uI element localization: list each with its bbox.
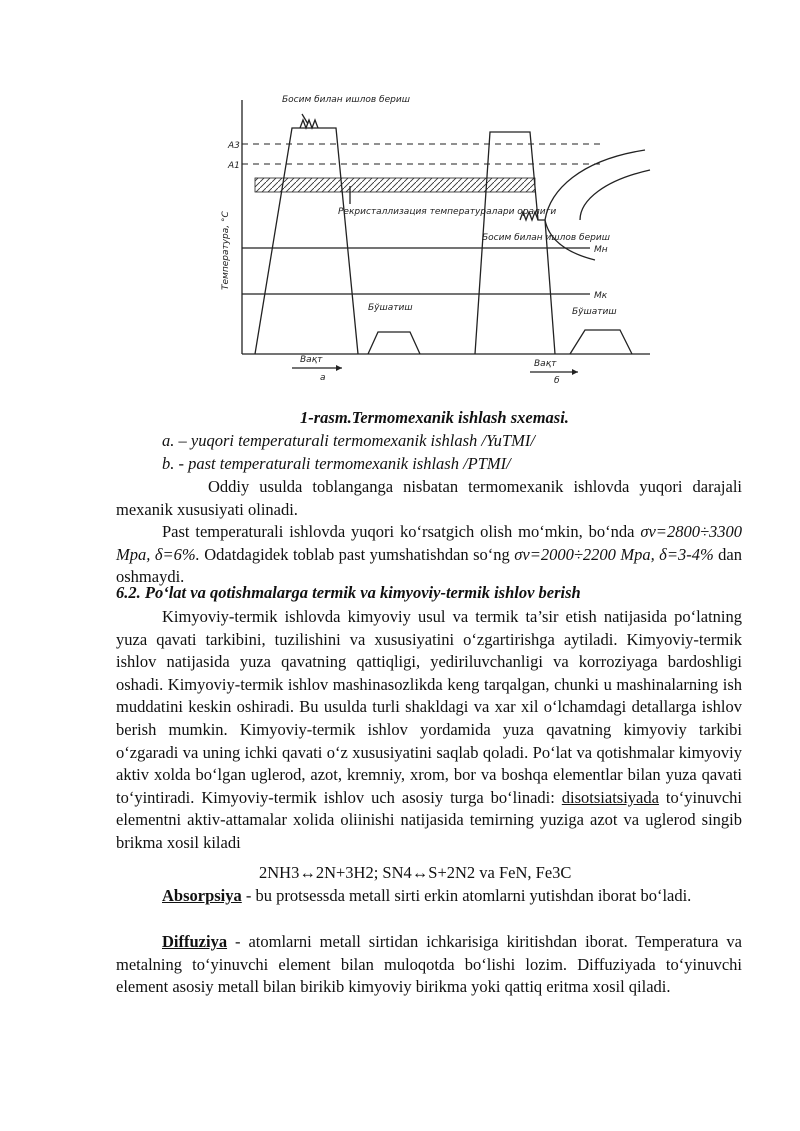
thermomechanical-diagram [200, 80, 660, 385]
paragraph-3-text-a: Kimyoviy-termik ishlovda kimyoviy usul va termik ta’sir etish natijasida po‘latning yuza qavati tarkibini, tuzilishini va xususiyatini o‘zgartirishga aytiladi. Kimyoviy-termik ishlov natijasida yuza qavatning qattiqligi, yediriluvchanligi va korroziyaga bardoshligi oshadi. Kimyoviy-termik ishlov mashinasozlikda keng tarqalgan, chunki u mashinalarning ish muddatini keskin oshiradi. Bu usulda turli shakldagi va xar xil o‘lchamdagi detallarga ishlov berish mumkin. Kimyoviy-termik ishlov yordamida yuza qavatning kimyoviy tarkibi o‘zgaradi va uning ichki qavati o‘z xususiyatini saqlab qoladi. Po‘lat va qotishmalar kimyoviy aktiv xolda bo‘lgan uglerod, azot, kremniy, xrom, bor va boshqa elementlar bilan yuza qavati to‘yintiradi. Kimyoviy-termik ishlov uch asosiy turga bo‘linadi: [116, 607, 742, 807]
paragraph-3 [116, 606, 742, 855]
paragraph-2 [116, 521, 742, 589]
time-a-label: Вақт [300, 355, 323, 365]
reaction-equation: 2NH3↔2N+3H2; SN4↔S+2N2 va FeN, Fe3C [259, 863, 572, 882]
a1-label: A1 [228, 161, 240, 171]
time-b-label: Вақт [534, 359, 557, 369]
deformation-wave-a [300, 120, 318, 128]
panel-b-label: б [554, 376, 560, 385]
top-note-label: Босим билан ишлов бериш [282, 95, 410, 105]
recrystallization-band [255, 178, 535, 192]
paragraph-3-text-b: to‘yinuvchi elementni aktiv-attamalar xolida oliinishi natijasida temirning yuziga azot va uglerod singib brikma xosil kiladi [116, 787, 742, 852]
temper-a-curve [368, 332, 420, 354]
figure-subcaption-b: b. - past temperaturali termomexanik ishlash /PTMI/ [162, 454, 511, 473]
temper-b-label: Бўшатиш [572, 307, 617, 317]
recryst-note-label: Рекристаллизация температуралари оралиги [338, 207, 557, 217]
mn-label: Мн [594, 245, 608, 255]
right-note-label: Босим билан ишлов бериш [482, 233, 610, 243]
figure-caption: 1-rasm.Termomexanik ishlash sxemasi. [300, 408, 569, 427]
section-heading: 6.2. Po‘lat va qotishmalarga termik va kimyoviy-termik ishlov berish [116, 583, 581, 602]
profile-a [255, 128, 358, 354]
term-dissociation: disotsiatsiyada [561, 787, 659, 807]
figure-subcaption-a: a. – yuqori temperaturali termomexanik ishlash /YuTMI/ [162, 431, 535, 450]
a3-label: A3 [228, 141, 240, 151]
paragraph-1: Oddiy usulda toblanganga nisbatan termomexanik ishlovda yuqori darajali mexanik xususiyati olinadi. [116, 477, 742, 519]
diffusion-paragraph [116, 931, 742, 999]
profile-b [475, 132, 555, 354]
term-diffusion: Diffuziya [162, 932, 228, 951]
time-arrowhead-a [336, 365, 342, 371]
c-curve-inner [580, 170, 650, 220]
panel-a-label: а [320, 373, 326, 383]
time-arrowhead-b [572, 369, 578, 375]
mk-label: Мк [594, 291, 608, 301]
c-curve [545, 150, 645, 260]
diffusion-text: - atomlarni metall sirtidan ichkarisiga kiritishdan iborat. Temperatura va metalning to‘yinuvchi element bilan muloqotda bo‘lishi lozim. Diffuziyada to‘yinuvchi element asosiy metall bilan birikib kimyoviy birikma yoki qattiq eritma xosil qiladi. [116, 932, 742, 997]
term-absorption: Absorpsiya [162, 886, 242, 905]
paragraph-2-text-a: Past temperaturali ishlovda yuqori ko‘rsatgich olish mo‘mkin, bo‘nda [162, 522, 641, 541]
formula-1: σv=2800÷3300 Mpa, δ=6%. [116, 522, 742, 564]
y-axis-label: Температура, °С [221, 211, 231, 290]
absorption-paragraph [116, 885, 742, 908]
absorption-text: - bu protsessda metall sirti erkin atomlarni yutishdan iborat bo‘ladi. [241, 886, 692, 905]
temper-b-curve [570, 330, 632, 354]
paragraph-2-text-c: dan oshmaydi. [116, 544, 742, 587]
formula-2: σv=2000÷2200 Mpa, δ=3-4% [514, 544, 714, 564]
diagram-svg [200, 80, 660, 385]
temper-a-label: Бўшатиш [368, 303, 413, 313]
paragraph-2-text-b: Odatdagidek toblab past yumshatishdan so‘ng [199, 544, 515, 564]
